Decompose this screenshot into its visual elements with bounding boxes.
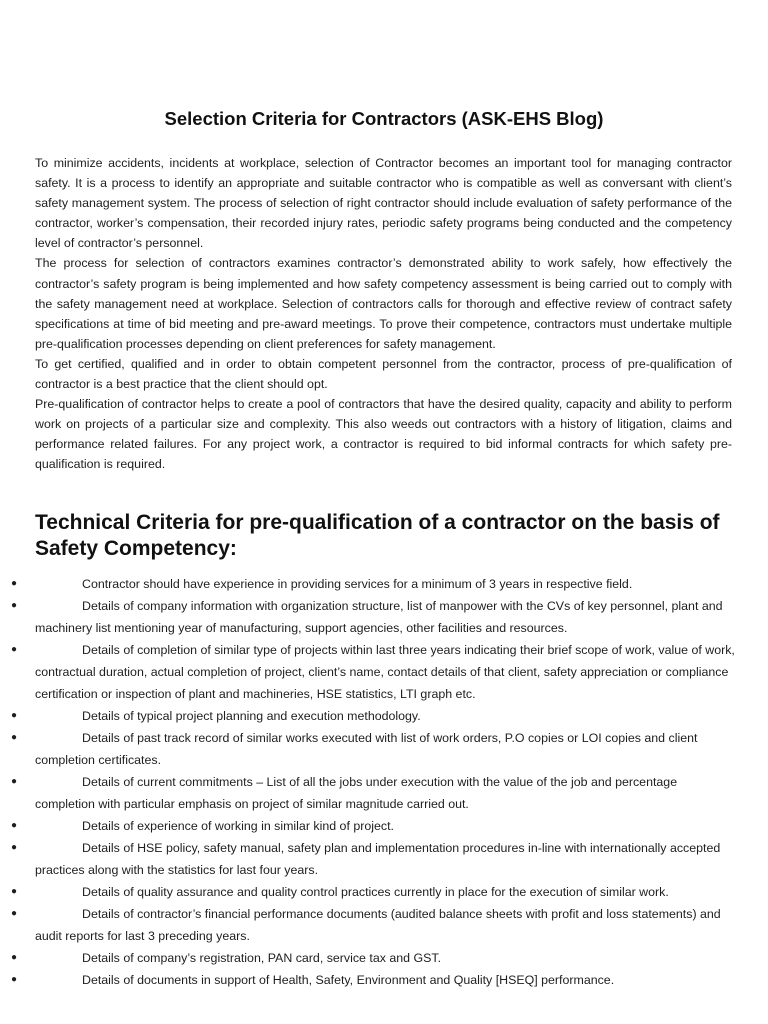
bullet-icon: ● bbox=[11, 644, 18, 655]
list-item-text: Details of documents in support of Health, Safety, Environment and Quality [HSEQ] performance. bbox=[82, 973, 615, 987]
list-item bbox=[0, 705, 768, 727]
bullet-icon: ● bbox=[11, 732, 18, 743]
bullet-icon: ● bbox=[11, 578, 18, 589]
list-item bbox=[0, 815, 768, 837]
list-item bbox=[0, 881, 768, 903]
list-item-text: Details of quality assurance and quality control practices currently in place for the execution of similar work. bbox=[82, 885, 669, 899]
intro-section bbox=[35, 153, 732, 475]
intro-paragraph: To get certified, qualified and in order to obtain competent personnel from the contractor, process of pre-qualification of contractor is a best practice that the client should opt. bbox=[35, 356, 732, 392]
document-title: Selection Criteria for Contractors (ASK-EHS Blog) bbox=[164, 108, 604, 129]
list-item bbox=[0, 727, 768, 771]
list-item-text: Contractor should have experience in providing services for a minimum of 3 years in respective field. bbox=[82, 577, 633, 591]
list-item-text: Details of past track record of similar works executed with list of work orders, P.O copies or LOI copies and client completion certificates. bbox=[35, 731, 698, 767]
bullet-icon: ● bbox=[11, 600, 18, 611]
list-item-text: Details of current commitments – List of all the jobs under execution with the value of the job and percentage completion with particular emphasis on project of similar magnitude carried out. bbox=[35, 775, 678, 811]
list-item-text: Details of typical project planning and execution methodology. bbox=[82, 709, 421, 723]
intro-paragraph: Pre-qualification of contractor helps to create a pool of contractors that have the desired quality, capacity and ability to perform work on projects of a particular size and complexity. This also weeds out contractors with a history of litigation, claims and performance related failures. For any project work, a contractor is required to bid informal contracts for which safety pre-qualification is required. bbox=[35, 397, 732, 472]
bullet-icon: ● bbox=[11, 952, 18, 963]
list-item bbox=[0, 573, 768, 595]
list-item bbox=[0, 595, 768, 639]
list-item bbox=[0, 771, 768, 815]
list-item bbox=[0, 947, 768, 969]
list-item bbox=[0, 903, 768, 947]
list-item bbox=[0, 837, 768, 881]
list-item-text: Details of company’s registration, PAN card, service tax and GST. bbox=[82, 951, 442, 965]
bullet-icon: ● bbox=[11, 908, 18, 919]
list-item-text: Details of contractor’s financial performance documents (audited balance sheets with profit and loss statements) and audit reports for last 3 preceding years. bbox=[35, 907, 721, 943]
list-item-text: Details of completion of similar type of projects within last three years indicating their brief scope of work, value of work, contractual duration, actual completion of project, client’s name, contact details of that client, safety appreciation or compliance certification or inspection of plant and machineries, HSE statistics, LTI graph etc. bbox=[35, 643, 735, 701]
section-heading: Technical Criteria for pre-qualification of a contractor on the basis of Safety Competency: bbox=[35, 511, 720, 560]
list-item bbox=[0, 969, 768, 991]
intro-paragraph: To minimize accidents, incidents at workplace, selection of Contractor becomes an important tool for managing contractor safety. It is a process to identify an appropriate and suitable contractor who is compatible as well as conversant with client’s safety management system. The process of selection of right contractor should include evaluation of safety performance of the contractor, worker’s compensation, their recorded injury rates, periodic safety programs being conducted and the competency level of contractor’s personnel. bbox=[35, 156, 732, 251]
bullet-icon: ● bbox=[11, 820, 18, 831]
list-item bbox=[0, 639, 768, 705]
list-item-text: Details of experience of working in similar kind of project. bbox=[82, 819, 394, 833]
bullet-icon: ● bbox=[11, 710, 18, 721]
bullet-icon: ● bbox=[11, 886, 18, 897]
intro-paragraph: The process for selection of contractors examines contractor’s demonstrated ability to work safely, how effectively the contractor’s safety program is being implemented and how safety competency assessment is being carried out to comply with the safety management need at workplace. Selection of contractors calls for thorough and effective review of contract safety specifications at time of bid meeting and pre-award meetings. To prove their competence, contractors must undertake multiple pre-qualification processes depending on client preferences for safety management. bbox=[35, 256, 732, 351]
list-item-text: Details of HSE policy, safety manual, safety plan and implementation procedures in-line with internationally accepted practices along with the statistics for last four years. bbox=[35, 841, 721, 877]
bullet-icon: ● bbox=[11, 842, 18, 853]
criteria-list bbox=[0, 573, 768, 991]
bullet-icon: ● bbox=[11, 974, 18, 985]
bullet-icon: ● bbox=[11, 776, 18, 787]
list-item-text: Details of company information with organization structure, list of manpower with the CVs of key personnel, plant and machinery list mentioning year of manufacturing, support agencies, other facilities and resources. bbox=[35, 599, 723, 635]
